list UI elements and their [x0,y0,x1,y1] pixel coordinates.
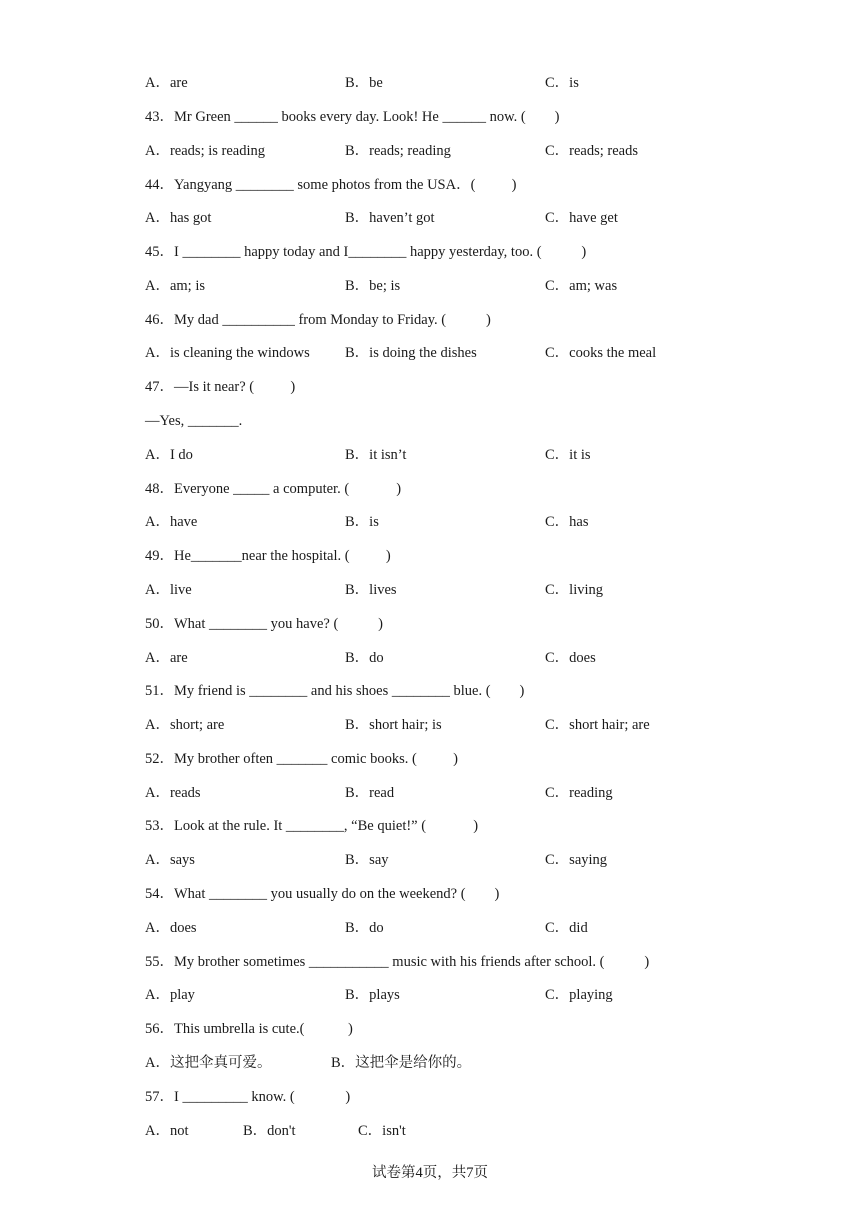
q49-option-c: C．living [545,582,604,598]
q55-option-a: A．play [145,987,195,1003]
q57-stem: 57．I _________ know. ( ) [145,1089,351,1105]
q43-option-c: C．reads; reads [545,143,639,159]
q51-option-a: A．short; are [145,717,225,733]
q54-option-c: C．did [545,920,588,936]
q45-option-c: C．am; was [545,278,618,294]
q48-option-b: B．is [345,514,379,530]
q45-stem: 45．I ________ happy today and I________ happy yesterday, too. ( ) [145,244,587,260]
q55-option-b: B．plays [345,987,400,1003]
q43-option-b: B．reads; reading [345,143,451,159]
q47-option-b: B．it isn’t [345,447,407,463]
q51-option-c: C．short hair; are [545,717,650,733]
q47-stem-answer: —Yes, _______. [145,413,243,429]
q48-option-a: A．have [145,514,198,530]
q43-stem: 43．Mr Green ______ books every day. Look! He ______ now. ( ) [145,109,560,125]
q50-option-b: B．do [345,650,384,666]
q42-option-b: B．be [345,75,383,91]
q44-option-c: C．have get [545,210,618,226]
q47-stem: 47．—Is it near? ( ) [145,379,296,395]
q56-option-b: B．这把伞是给你的。 [331,1055,472,1071]
q50-option-a: A．are [145,650,188,666]
q53-stem: 53．Look at the rule. It ________, “Be quiet!” ( ) [145,818,479,834]
q52-option-c: C．reading [545,785,613,801]
q57-option-a: A．not [145,1123,189,1139]
q55-stem: 55．My brother sometimes ___________ music with his friends after school. ( ) [145,954,650,970]
q56-option-a: A．这把伞真可爱。 [145,1055,272,1071]
q54-option-b: B．do [345,920,384,936]
q47-option-a: A．I do [145,447,193,463]
q51-stem: 51．My friend is ________ and his shoes ________ blue. ( ) [145,683,525,699]
q49-stem: 49．He_______near the hospital. ( ) [145,548,391,564]
q45-option-a: A．am; is [145,278,206,294]
q52-option-b: B．read [345,785,395,801]
q57-option-c: C．isn't [358,1123,406,1139]
q44-option-a: A．has got [145,210,212,226]
q51-option-b: B．short hair; is [345,717,442,733]
q50-stem: 50．What ________ you have? ( ) [145,616,383,632]
q49-option-a: A．live [145,582,192,598]
q46-option-a: A．is cleaning the windows [145,345,310,361]
q45-option-b: B．be; is [345,278,401,294]
page-footer: 试卷第4页，共7页 [372,1165,488,1181]
q48-stem: 48．Everyone _____ a computer. ( ) [145,481,402,497]
q46-option-b: B．is doing the dishes [345,345,477,361]
q52-stem: 52．My brother often _______ comic books. ( ) [145,751,458,767]
q55-option-c: C．playing [545,987,613,1003]
q46-option-c: C．cooks the meal [545,345,657,361]
q44-option-b: B．haven’t got [345,210,435,226]
q47-option-c: C．it is [545,447,591,463]
q54-stem: 54．What ________ you usually do on the weekend? ( ) [145,886,500,902]
q56-stem: 56．This umbrella is cute.( ) [145,1021,353,1037]
q44-stem: 44．Yangyang ________ some photos from the USA．( ) [145,177,517,193]
q53-option-c: C．saying [545,852,608,868]
q53-option-b: B．say [345,852,389,868]
q43-option-a: A．reads; is reading [145,143,265,159]
q57-option-b: B．don't [243,1123,296,1139]
q52-option-a: A．reads [145,785,201,801]
q46-stem: 46．My dad __________ from Monday to Friday. ( ) [145,312,491,328]
q54-option-a: A．does [145,920,197,936]
q53-option-a: A．says [145,852,195,868]
q48-option-c: C．has [545,514,589,530]
q50-option-c: C．does [545,650,596,666]
q49-option-b: B．lives [345,582,397,598]
q42-option-c: C．is [545,75,579,91]
q42-option-a: A．are [145,75,188,91]
